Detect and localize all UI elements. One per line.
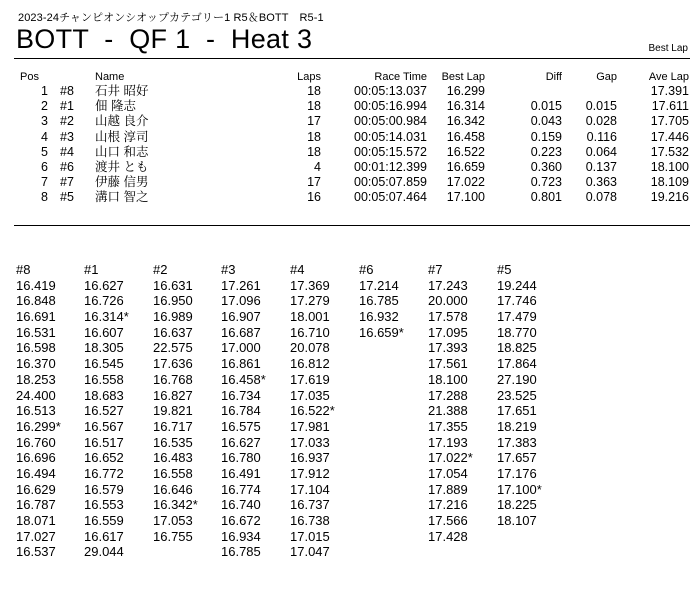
lap-time: 17.054	[428, 465, 468, 481]
lap-column	[497, 262, 565, 529]
lap-time: 21.388	[428, 403, 468, 419]
result-pos: 5	[41, 144, 48, 159]
result-car-number: #3	[60, 129, 74, 144]
result-laps: 18	[307, 84, 321, 98]
lap-time: 17.288	[428, 387, 468, 403]
lap-time: 16.652	[84, 450, 124, 466]
lap-time: 18.107	[497, 513, 537, 528]
lap-column	[153, 262, 221, 544]
lap-time: 17.214	[359, 277, 399, 293]
lap-time: 17.015	[290, 528, 330, 544]
lap-time: 17.864	[497, 356, 537, 372]
lap-time: 16.567	[84, 418, 124, 434]
lap-time: 16.937	[290, 450, 330, 466]
col-header-pos: Pos	[20, 71, 39, 83]
result-pos: 2	[41, 99, 48, 114]
result-car-number: #6	[60, 160, 74, 175]
lap-time: 17.889	[428, 481, 468, 497]
lap-time: 16.575	[221, 418, 261, 434]
result-laps: 17	[307, 114, 321, 129]
result-race-time: 00:05:00.984	[354, 114, 427, 129]
lap-time: 16.527	[84, 403, 124, 419]
lap-time: 17.619	[290, 371, 330, 387]
lap-time: 17.216	[428, 497, 468, 513]
lap-time: 17.746	[497, 293, 537, 309]
lap-time: 16.785	[359, 293, 399, 309]
lap-time: 18.225	[497, 497, 537, 513]
result-pos: 6	[41, 160, 48, 175]
section-divider	[14, 225, 690, 226]
result-best-lap: 16.522	[446, 144, 485, 159]
lap-time: 16.768	[153, 371, 193, 387]
lap-time: 16.738	[290, 513, 330, 528]
lap-time: 16.342*	[153, 497, 198, 513]
lap-column-header: #7	[428, 262, 443, 277]
result-ave-lap: 17.705	[650, 114, 689, 129]
result-driver-name: 佃 隆志	[95, 99, 136, 114]
lap-time: 16.531	[16, 324, 56, 340]
lap-time: 16.659*	[359, 324, 404, 340]
lap-time: 16.934	[221, 528, 261, 544]
lap-time: 18.825	[497, 340, 537, 356]
lap-time: 17.369	[290, 277, 330, 293]
lap-time: 16.726	[84, 293, 124, 309]
lap-time: 17.000	[221, 340, 261, 356]
lap-time: 16.553	[84, 497, 124, 513]
result-ave-lap: 19.216	[650, 190, 689, 205]
result-diff: 0.360	[530, 160, 562, 175]
lap-time: 17.428	[428, 528, 468, 544]
results-header-row	[14, 70, 689, 84]
lap-time: 16.812	[290, 356, 330, 372]
lap-time: 16.559	[84, 513, 124, 528]
lap-time: 29.044	[84, 544, 124, 560]
lap-time: 16.717	[153, 418, 193, 434]
lap-time: 18.219	[497, 418, 537, 434]
header-divider	[14, 58, 690, 59]
lap-time: 18.683	[84, 387, 124, 403]
lap-time: 16.513	[16, 403, 56, 419]
lap-column-header: #2	[153, 262, 168, 277]
result-race-time: 00:05:14.031	[354, 129, 427, 144]
lap-time: 17.393	[428, 340, 468, 356]
lap-time: 17.096	[221, 293, 261, 309]
lap-time: 16.637	[153, 324, 193, 340]
result-car-number: #2	[60, 114, 74, 129]
result-best-lap: 16.342	[446, 114, 485, 129]
lap-time: 17.383	[497, 434, 537, 450]
result-row	[14, 160, 689, 175]
lap-time: 16.734	[221, 387, 261, 403]
result-ave-lap: 17.446	[650, 129, 689, 144]
lap-column	[221, 262, 289, 560]
lap-time: 16.907	[221, 309, 261, 325]
result-gap	[562, 84, 617, 99]
lap-time: 16.299*	[16, 418, 61, 434]
result-row	[14, 114, 689, 129]
result-gap: 0.116	[586, 129, 617, 144]
lap-time: 16.772	[84, 465, 124, 481]
lap-time: 16.687	[221, 324, 261, 340]
lap-time: 22.575	[153, 340, 193, 356]
page-title: BOTT - QF 1 - Heat 3	[16, 24, 313, 54]
result-ave-lap: 17.532	[650, 144, 689, 159]
result-best-lap: 16.458	[446, 129, 485, 144]
lap-time: 17.261	[221, 277, 261, 293]
lap-column-header: #4	[290, 262, 305, 277]
lap-time: 19.821	[153, 403, 193, 419]
lap-time: 16.535	[153, 434, 193, 450]
lap-time: 17.279	[290, 293, 330, 309]
lap-column	[290, 262, 358, 560]
lap-time: 16.787	[16, 497, 56, 513]
lap-time: 16.696	[16, 450, 56, 466]
lap-time: 16.755	[153, 528, 193, 544]
result-row	[14, 190, 689, 205]
lap-time: 16.672	[221, 513, 261, 528]
lap-time: 17.981	[290, 418, 330, 434]
lap-time: 16.774	[221, 481, 261, 497]
result-driver-name: 渡井 とも	[95, 160, 149, 175]
result-car-number: #8	[60, 84, 74, 98]
result-driver-name: 石井 昭好	[95, 84, 149, 98]
result-row	[14, 145, 689, 160]
lap-time: 16.598	[16, 340, 56, 356]
result-best-lap: 17.100	[446, 190, 485, 205]
lap-time: 16.848	[16, 293, 56, 309]
lap-time: 16.710	[290, 324, 330, 340]
lap-time: 17.561	[428, 356, 468, 372]
lap-time: 20.000	[428, 293, 468, 309]
lap-time: 18.770	[497, 324, 537, 340]
result-driver-name: 溝口 智之	[95, 190, 149, 205]
lap-time: 16.740	[221, 497, 261, 513]
result-best-lap: 16.659	[446, 160, 485, 175]
col-header-best-lap: Best Lap	[441, 71, 485, 83]
lap-time: 16.827	[153, 387, 193, 403]
lap-time: 17.047	[290, 544, 330, 560]
col-header-diff: Diff	[545, 71, 562, 83]
lap-time: 17.636	[153, 356, 193, 372]
col-header-gap: Gap	[596, 71, 617, 83]
lap-time: 17.104	[290, 481, 330, 497]
lap-time: 16.558	[153, 465, 193, 481]
result-gap: 0.078	[585, 190, 617, 205]
result-row	[14, 130, 689, 145]
lap-time: 16.419	[16, 277, 56, 293]
result-ave-lap: 17.611	[651, 99, 689, 114]
result-row	[14, 99, 689, 114]
lap-time: 16.691	[16, 309, 56, 325]
col-header-number	[60, 70, 95, 84]
lap-time: 17.100*	[497, 481, 542, 497]
result-row	[14, 84, 689, 99]
lap-time: 16.522*	[290, 403, 335, 419]
result-laps: 4	[314, 160, 321, 175]
lap-time: 18.001	[290, 309, 330, 325]
lap-time: 16.629	[16, 481, 56, 497]
lap-time: 17.355	[428, 418, 468, 434]
result-car-number: #1	[60, 99, 74, 114]
result-race-time: 00:05:07.464	[354, 190, 427, 205]
result-best-lap: 17.022	[446, 175, 485, 190]
lap-column	[16, 262, 84, 560]
lap-time: 16.780	[221, 450, 261, 466]
result-driver-name: 伊藤 信男	[95, 175, 149, 190]
result-laps: 16	[307, 190, 321, 205]
lap-time: 23.525	[497, 387, 537, 403]
lap-time: 16.627	[84, 277, 124, 293]
result-diff: 0.223	[530, 144, 562, 159]
lap-time: 16.491	[221, 465, 261, 481]
result-driver-name: 山越 良介	[95, 114, 149, 129]
col-header-laps: Laps	[297, 71, 321, 83]
lap-time: 17.033	[290, 434, 330, 450]
lap-time: 17.027	[16, 528, 56, 544]
result-row	[14, 175, 689, 190]
result-laps: 18	[307, 144, 321, 159]
result-race-time: 00:05:16.994	[354, 99, 427, 114]
lap-time: 17.176	[497, 465, 537, 481]
lap-time: 16.579	[84, 481, 124, 497]
lap-time: 16.458*	[221, 371, 266, 387]
lap-time: 18.305	[84, 340, 124, 356]
lap-column-header: #8	[16, 262, 31, 277]
lap-time: 18.253	[16, 371, 56, 387]
lap-time: 17.657	[497, 450, 537, 466]
result-pos: 7	[41, 175, 48, 190]
lap-column-header: #1	[84, 262, 99, 277]
result-diff: 0.015	[530, 99, 562, 114]
result-diff	[485, 84, 562, 99]
result-diff: 0.723	[530, 175, 562, 190]
lap-time: 16.784	[221, 403, 261, 419]
result-pos: 8	[41, 190, 48, 205]
result-race-time: 00:05:15.572	[354, 144, 427, 159]
result-gap: 0.363	[585, 175, 617, 190]
result-gap: 0.137	[585, 160, 617, 175]
lap-time: 16.517	[84, 434, 124, 450]
lap-time: 16.314*	[84, 309, 129, 325]
col-header-race-time: Race Time	[374, 71, 427, 83]
result-best-lap: 16.299	[446, 84, 485, 98]
result-race-time: 00:05:13.037	[354, 84, 427, 98]
result-diff: 0.801	[530, 190, 562, 205]
lap-time: 19.244	[497, 277, 537, 293]
lap-time: 17.095	[428, 324, 468, 340]
lap-column-header: #5	[497, 262, 512, 277]
result-car-number: #4	[60, 144, 74, 159]
lap-time: 27.190	[497, 371, 537, 387]
lap-column	[84, 262, 152, 560]
result-pos: 1	[41, 84, 48, 98]
result-car-number: #5	[60, 190, 74, 205]
lap-time: 17.566	[428, 513, 468, 528]
result-best-lap: 16.314	[446, 99, 485, 114]
result-gap: 0.015	[585, 99, 617, 114]
result-laps: 17	[307, 175, 321, 190]
lap-time: 16.785	[221, 544, 261, 560]
lap-time: 17.479	[497, 309, 537, 325]
lap-time: 17.912	[290, 465, 330, 481]
result-ave-lap: 18.100	[650, 160, 689, 175]
lap-time: 18.100	[428, 371, 468, 387]
result-diff: 0.043	[530, 114, 562, 129]
result-race-time: 00:01:12.399	[354, 160, 427, 175]
best-lap-legend: Best Lap	[648, 43, 688, 54]
result-driver-name: 山根 淳司	[95, 129, 149, 144]
lap-time: 17.022*	[428, 450, 473, 466]
lap-time: 16.370	[16, 356, 56, 372]
result-race-time: 00:05:07.859	[354, 175, 427, 190]
lap-time: 17.053	[153, 513, 193, 528]
lap-time: 16.627	[221, 434, 261, 450]
lap-time: 16.646	[153, 481, 193, 497]
lap-time: 16.558	[84, 371, 124, 387]
results-table	[14, 70, 689, 206]
result-driver-name: 山口 和志	[95, 144, 149, 159]
lap-time: 16.537	[16, 544, 56, 560]
lap-time: 16.607	[84, 324, 124, 340]
col-header-ave-lap: Ave Lap	[648, 71, 689, 83]
lap-time: 20.078	[290, 340, 330, 356]
lap-time: 18.071	[16, 513, 56, 528]
result-gap: 0.064	[585, 144, 617, 159]
result-laps: 18	[307, 129, 321, 144]
lap-time: 16.617	[84, 528, 124, 544]
lap-time: 17.651	[497, 403, 537, 419]
lap-time: 16.932	[359, 309, 399, 325]
lap-time: 16.989	[153, 309, 193, 325]
lap-column-header: #6	[359, 262, 374, 277]
lap-column	[359, 262, 427, 340]
lap-time: 16.950	[153, 293, 193, 309]
result-laps: 18	[307, 99, 321, 114]
lap-time: 17.578	[428, 309, 468, 325]
col-header-name: Name	[95, 71, 125, 83]
lap-column	[428, 262, 496, 544]
lap-time: 16.494	[16, 465, 56, 481]
lap-time: 16.760	[16, 434, 56, 450]
lap-time: 16.545	[84, 356, 124, 372]
result-diff: 0.159	[530, 129, 562, 144]
lap-time: 16.631	[153, 277, 193, 293]
lap-time: 16.861	[221, 356, 261, 372]
lap-time: 16.483	[153, 450, 193, 466]
result-gap: 0.028	[585, 114, 617, 129]
lap-time: 17.243	[428, 277, 468, 293]
lap-time: 24.400	[16, 387, 56, 403]
lap-time: 17.193	[428, 434, 468, 450]
result-pos: 3	[41, 114, 48, 129]
result-ave-lap: 18.109	[650, 175, 689, 190]
result-ave-lap: 17.391	[650, 84, 689, 98]
event-subtitle: 2023-24チャンピオンシオップカテゴリー1 R5＆BOTT R5-1	[18, 12, 324, 24]
lap-column-header: #3	[221, 262, 236, 277]
result-pos: 4	[41, 129, 48, 144]
lap-time: 17.035	[290, 387, 330, 403]
lap-time: 16.737	[290, 497, 330, 513]
result-car-number: #7	[60, 175, 74, 190]
